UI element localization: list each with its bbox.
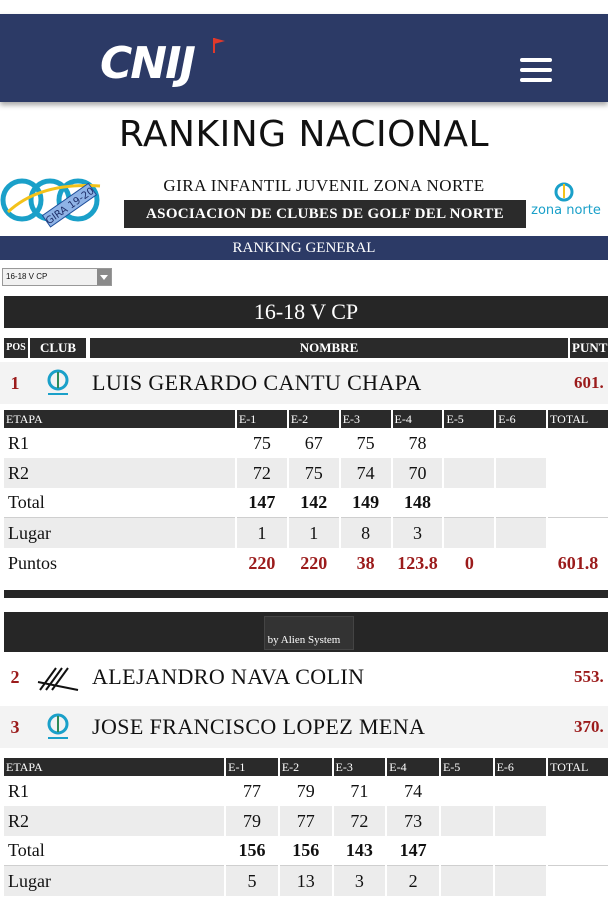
stage-cell: E-4 [387, 758, 439, 776]
stage-cell: 75 [252, 432, 271, 453]
stages-row-r1 [4, 776, 608, 806]
stages-row-r2 [4, 806, 608, 836]
stages-header-row [4, 758, 608, 776]
stages-col-e3: E-3 [341, 410, 391, 428]
page-title: RANKING NACIONAL [118, 114, 490, 155]
zona-norte-text: zona norte [531, 203, 601, 218]
stage-cell [441, 836, 493, 866]
stage-cell: 77 [280, 806, 332, 836]
player-points: 601. [574, 373, 604, 392]
stage-cell [444, 518, 494, 548]
stages-col-etapa: ETAPA [4, 410, 235, 428]
col-header-puntos: PUNT [570, 338, 608, 358]
stages-table-player-1 [2, 410, 608, 578]
player-1-divider [4, 590, 608, 598]
stage-cell: R1 [8, 432, 30, 453]
stages-col-total: TOTAL [548, 410, 608, 428]
club-logo-icon [34, 710, 82, 746]
stage-cell: 70 [393, 458, 443, 488]
player-points: 370. [574, 717, 604, 736]
category-select-value: 16-18 V CP [6, 272, 48, 281]
logo-text: CNIJ [100, 38, 194, 89]
stage-cell [495, 866, 547, 896]
player-row-3[interactable] [0, 706, 608, 748]
stage-cell: 8 [341, 518, 391, 548]
player-points: 553. [574, 667, 604, 686]
stage-cell: 2 [387, 866, 439, 896]
stage-cell: E-2 [280, 758, 332, 776]
stage-cell [496, 458, 546, 488]
stages-col-e6: E-6 [496, 410, 546, 428]
stage-cell [548, 836, 608, 866]
stages-row-lugar [4, 866, 608, 896]
stage-cell [495, 806, 547, 836]
stages-header-row [4, 410, 608, 428]
stage-cell: 142 [289, 488, 339, 518]
stage-cell [548, 776, 608, 806]
stage-cell [495, 776, 547, 806]
stage-cell: R2 [4, 458, 235, 488]
stage-cell: R1 [8, 780, 30, 801]
site-header [0, 14, 608, 102]
stage-cell [548, 806, 608, 836]
ranking-general-bar: RANKING GENERAL [0, 236, 608, 260]
stage-cell: E-6 [495, 758, 547, 776]
stages-row-lugar [4, 518, 608, 548]
stage-cell [444, 458, 494, 488]
stage-cell: 143 [334, 836, 386, 866]
top-spacer [0, 0, 608, 14]
zona-norte-logo [524, 180, 608, 226]
stage-cell: TOTAL [548, 758, 608, 776]
stage-cell: 71 [350, 780, 369, 801]
stage-cell: Total [4, 836, 224, 866]
stage-cell: ETAPA [4, 758, 224, 776]
stage-cell [495, 836, 547, 866]
player-position: 2 [10, 667, 20, 687]
stage-cell: 79 [226, 806, 278, 836]
stage-cell: 72 [237, 458, 287, 488]
stage-cell: Lugar [4, 518, 235, 548]
stages-col-e4: E-4 [393, 410, 443, 428]
cnij-logo[interactable] [100, 36, 230, 96]
gira-rings-logo [0, 172, 112, 232]
category-select[interactable] [2, 268, 112, 286]
stages-table-player-3 [2, 758, 608, 896]
stage-cell: 149 [341, 488, 391, 518]
stage-cell [548, 866, 608, 896]
stage-cell: 67 [304, 432, 323, 453]
stage-cell: 13 [280, 866, 332, 896]
stage-cell: 3 [393, 518, 443, 548]
stage-cell: 147 [387, 836, 439, 866]
stage-cell: 148 [393, 488, 443, 518]
col-header-pos: POS [4, 338, 28, 358]
stage-cell: 74 [341, 458, 391, 488]
stage-cell [441, 776, 493, 806]
stage-cell: 75 [356, 432, 375, 453]
stage-cell: 601.8 [557, 552, 599, 573]
stages-col-e5: E-5 [444, 410, 494, 428]
category-title: 16-18 V CP [4, 296, 608, 328]
stage-cell [548, 428, 608, 458]
stage-cell: Puntos [8, 552, 58, 573]
stage-cell: 74 [404, 780, 423, 801]
club-logo-icon [34, 366, 82, 402]
stage-cell: 147 [237, 488, 287, 518]
stage-cell: 123.8 [397, 552, 438, 573]
stage-cell: 38 [356, 552, 375, 573]
stage-cell: E-5 [441, 758, 493, 776]
stage-cell: E-3 [334, 758, 386, 776]
stage-cell: 5 [226, 866, 278, 896]
stage-cell [496, 548, 546, 578]
stage-cell: 77 [242, 780, 261, 801]
stage-cell: 1 [237, 518, 287, 548]
player-name: LUIS GERARDO CANTU CHAPA [92, 370, 422, 395]
player-row-2[interactable] [0, 656, 608, 698]
player-position: 3 [10, 717, 20, 737]
stage-cell [441, 866, 493, 896]
stages-row-puntos [4, 548, 608, 578]
stage-cell [441, 806, 493, 836]
stage-cell: 0 [464, 552, 474, 573]
stages-row-r1 [4, 428, 608, 458]
stage-cell [548, 458, 608, 488]
stage-cell [444, 488, 494, 518]
stages-row-r2 [4, 458, 608, 488]
stage-cell [496, 518, 546, 548]
association-bar: ASOCIACION DE CLUBES DE GOLF DEL NORTE [124, 200, 526, 228]
stage-cell [444, 428, 494, 458]
stage-cell: 3 [334, 866, 386, 896]
credit-text: by Alien System [267, 634, 341, 646]
gira-title: GIRA INFANTIL JUVENIL ZONA NORTE [163, 176, 485, 195]
stage-cell: 156 [226, 836, 278, 866]
stage-cell: 73 [387, 806, 439, 836]
hamburger-menu-icon[interactable] [520, 58, 554, 84]
stage-cell: E-1 [226, 758, 278, 776]
player-position: 1 [10, 373, 20, 393]
player-name: ALEJANDRO NAVA COLIN [92, 664, 365, 689]
stages-row-total [4, 488, 608, 518]
stage-cell: 220 [300, 552, 328, 573]
stage-cell: R2 [4, 806, 224, 836]
stage-cell: Total [4, 488, 235, 518]
stage-cell: 79 [296, 780, 315, 801]
stage-cell: 78 [408, 432, 427, 453]
stage-cell: 156 [280, 836, 332, 866]
stage-cell [548, 488, 608, 518]
gira-logo-text: GIRA 19-20 [44, 185, 97, 228]
chevron-down-icon [97, 269, 111, 285]
col-header-club: CLUB [30, 338, 86, 358]
stage-cell: 75 [289, 458, 339, 488]
col-header-nombre: NOMBRE [90, 338, 568, 358]
stage-cell [548, 518, 608, 548]
stage-cell: 72 [334, 806, 386, 836]
stages-row-total [4, 836, 608, 866]
stage-cell: Lugar [4, 866, 224, 896]
club-logo-icon [34, 660, 82, 696]
stage-cell [496, 428, 546, 458]
stage-cell: 1 [289, 518, 339, 548]
stages-col-e1: E-1 [237, 410, 287, 428]
stage-cell: 220 [248, 552, 276, 573]
stage-cell [496, 488, 546, 518]
golf-flag-icon [210, 36, 228, 54]
player-row-1[interactable] [0, 362, 608, 404]
stages-col-e2: E-2 [289, 410, 339, 428]
player-name: JOSE FRANCISCO LOPEZ MENA [92, 714, 426, 739]
